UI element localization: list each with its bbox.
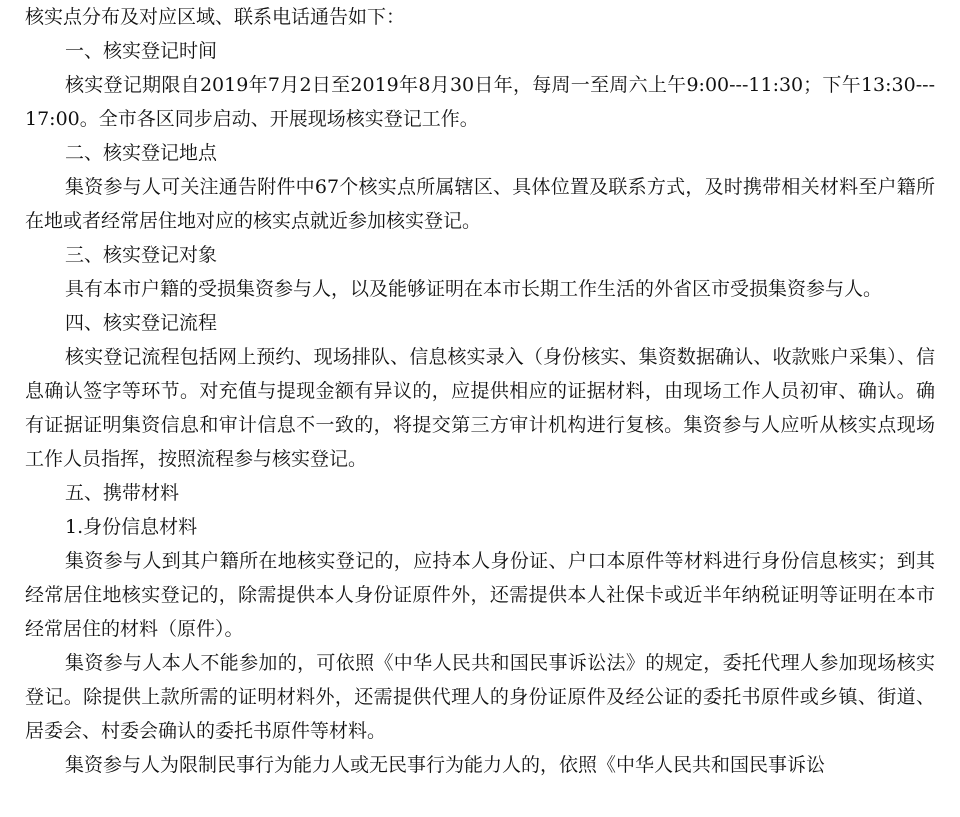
section-paragraph-target: 具有本市户籍的受损集资参与人，以及能够证明在本市长期工作生活的外省区市受损集资参与人。: [65, 278, 883, 300]
section-heading-location: 二、核实登记地点: [65, 142, 218, 164]
document-body: [25, 0, 935, 782]
section-paragraph-identity-2: 集资参与人本人不能参加的，可依照《中华人民共和国民事诉讼法》的规定，委托代理人参加现场核实登记。除提供上款所需的证明材料外，还需提供代理人的身份证原件及经公证的委托书原件或乡镇、街道、居委会、村委会确认的委托书原件等材料。: [25, 652, 935, 742]
subsection-heading-identity: 1.身份信息材料: [65, 516, 198, 538]
section-paragraph-time: 核实登记期限自2019年7月2日至2019年8月30日年，每周一至周六上午9:00---11:30；下午13:30---17:00。全市各区同步启动、开展现场核实登记工作。: [25, 74, 935, 130]
section-heading-process: 四、核实登记流程: [65, 312, 218, 334]
intro-text: 核实点分布及对应区域、联系电话通告如下：: [25, 6, 406, 28]
section-heading-time: 一、核实登记时间: [65, 40, 218, 62]
section-paragraph-location: 集资参与人可关注通告附件中67个核实点所属辖区、具体位置及联系方式，及时携带相关材料至户籍所在地或者经常居住地对应的核实点就近参加核实登记。: [25, 176, 935, 232]
section-heading-target: 三、核实登记对象: [65, 244, 218, 266]
section-paragraph-identity-3: 集资参与人为限制民事行为能力人或无民事行为能力人的，依照《中华人民共和国民事诉讼: [65, 754, 826, 776]
section-paragraph-identity-1: 集资参与人到其户籍所在地核实登记的，应持本人身份证、户口本原件等材料进行身份信息核实；到其经常居住地核实登记的，除需提供本人身份证原件外，还需提供本人社保卡或近半年纳税证明等证明在本市经常居住的材料（原件）。: [25, 550, 935, 640]
section-paragraph-process: 核实登记流程包括网上预约、现场排队、信息核实录入（身份核实、集资数据确认、收款账户采集）、信息确认签字等环节。对充值与提现金额有异议的，应提供相应的证据材料，由现场工作人员初审、确认。确有证据证明集资信息和审计信息不一致的，将提交第三方审计机构进行复核。集资参与人应听从核实点现场工作人员指挥，按照流程参与核实登记。: [25, 346, 935, 470]
section-heading-materials: 五、携带材料: [65, 482, 180, 504]
